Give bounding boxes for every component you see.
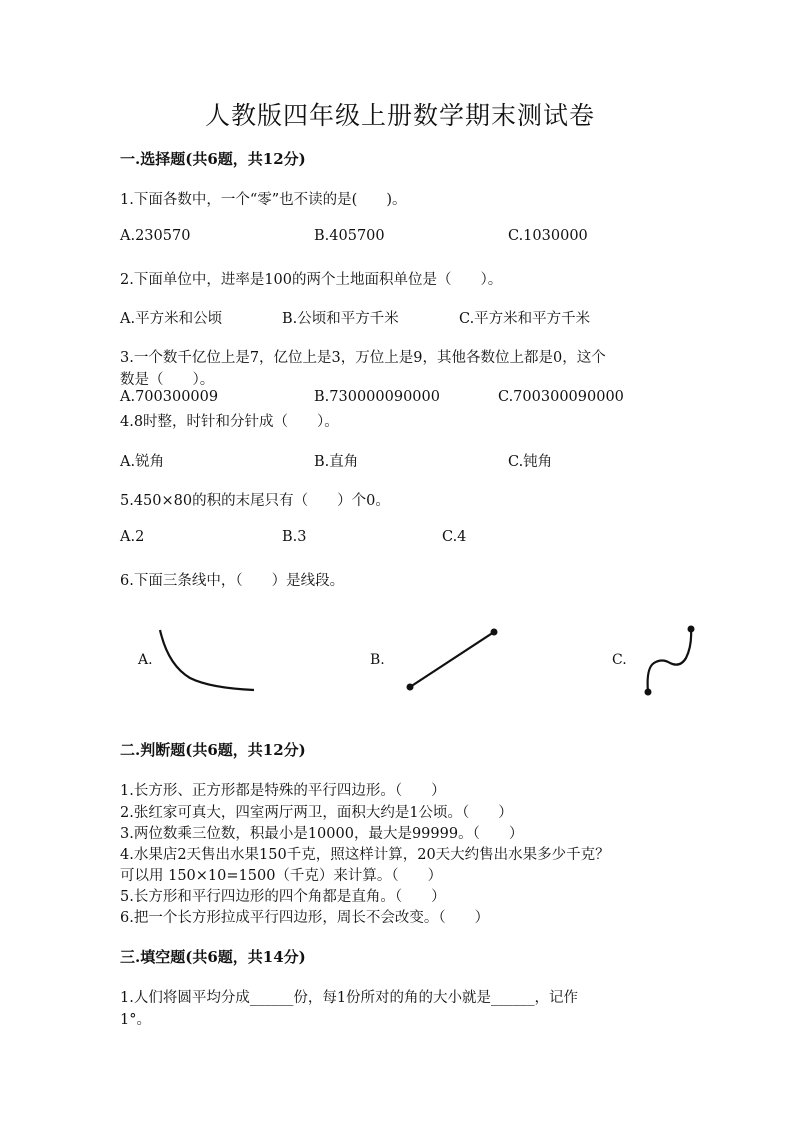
section-heading-judgment: 二.判断题(共6题，共12分) bbox=[120, 741, 306, 759]
curve-a-figure bbox=[150, 620, 270, 700]
question-6: 6.下面三条线中，（ ）是线段。 bbox=[120, 573, 345, 589]
q1-option-c: C.1030000 bbox=[508, 228, 588, 244]
section-heading-fill: 三.填空题(共6题，共14分) bbox=[120, 948, 306, 966]
q1-option-b: B.405700 bbox=[314, 228, 385, 244]
q5-option-b: B.3 bbox=[282, 529, 307, 545]
judgment-item-3: 3.两位数乘三位数，积最小是10000，最大是99999。（ ） bbox=[120, 826, 524, 842]
page-title: 人教版四年级上册数学期末测试卷 bbox=[204, 101, 595, 130]
q5-option-c: C.4 bbox=[442, 529, 467, 545]
fill-question-1-line2: 1°。 bbox=[120, 1012, 151, 1028]
judgment-item-4-cont: 可以用 150×10=1500（千克）来计算。（ ） bbox=[120, 868, 443, 884]
q6-label-a: A. bbox=[138, 652, 153, 668]
q3-option-b: B.730000090000 bbox=[314, 389, 440, 405]
q4-option-b: B.直角 bbox=[314, 454, 359, 470]
question-3-line1: 3.一个数千亿位上是7，亿位上是3，万位上是9，其他各数位上都是0，这个 bbox=[120, 350, 606, 366]
q3-option-c: C.700300090000 bbox=[498, 389, 624, 405]
fill-question-1-line1: 1.人们将圆平均分成______份，每1份所对的角的大小就是______，记作 bbox=[120, 990, 579, 1006]
question-5: 5.450×80的积的末尾只有（ ）个0。 bbox=[120, 493, 390, 509]
q4-option-c: C.钝角 bbox=[508, 454, 553, 470]
q3-option-a: A.700300009 bbox=[120, 389, 219, 405]
q2-option-b: B.公顷和平方千米 bbox=[282, 311, 399, 327]
question-3-line2: 数是（ ）。 bbox=[120, 372, 215, 388]
curve-c-figure bbox=[636, 618, 706, 703]
judgment-item-6: 6.把一个长方形拉成平行四边形，周长不会改变。（ ） bbox=[120, 910, 490, 926]
question-2: 2.下面单位中，进率是100的两个土地面积单位是（ ）。 bbox=[120, 272, 503, 288]
question-4: 4.8时整，时针和分针成（ ）。 bbox=[120, 414, 339, 430]
q1-option-a: A.230570 bbox=[120, 228, 191, 244]
q5-option-a: A.2 bbox=[120, 529, 145, 545]
segment-b-figure bbox=[400, 622, 505, 697]
q6-label-b: B. bbox=[370, 652, 385, 668]
section-heading-choice: 一.选择题(共6题，共12分) bbox=[120, 150, 306, 168]
judgment-item-4: 4.水果店2天售出水果150千克，照这样计算，20天大约售出水果多少千克？ bbox=[120, 847, 610, 863]
judgment-item-2: 2.张红家可真大，四室两厅两卫，面积大约是1公顷。（ ） bbox=[120, 805, 513, 821]
q4-option-a: A.锐角 bbox=[120, 454, 165, 470]
question-1: 1.下面各数中，一个“零”也不读的是( )。 bbox=[120, 192, 407, 208]
q2-option-a: A.平方米和公顷 bbox=[120, 311, 223, 327]
judgment-item-1: 1.长方形、正方形都是特殊的平行四边形。（ ） bbox=[120, 783, 446, 799]
q2-option-c: C.平方米和平方千米 bbox=[459, 311, 591, 327]
q6-label-c: C. bbox=[612, 652, 627, 668]
judgment-item-5: 5.长方形和平行四边形的四个角都是直角。（ ） bbox=[120, 889, 446, 905]
